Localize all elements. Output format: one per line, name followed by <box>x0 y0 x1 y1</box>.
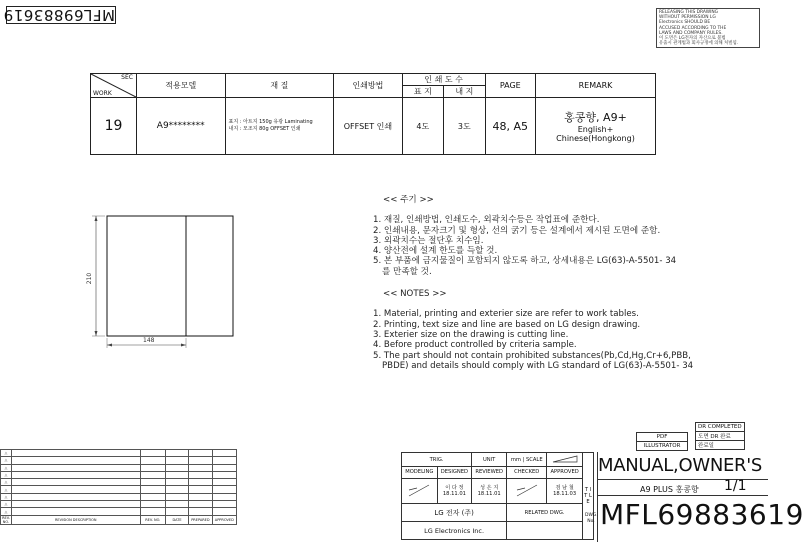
en-note: 3. Exterier size on the drawing is cutting line. <box>373 329 569 340</box>
signature-table <box>401 452 594 540</box>
approver-date: 18.11.03 <box>553 491 577 498</box>
pdf-illustrator-box <box>636 432 688 451</box>
notice-line: Electronics SHOULD BE <box>659 20 711 26</box>
rev-triangle-icon: △ <box>1 464 12 471</box>
header-model: 적용모델 <box>136 74 225 98</box>
en-note: PBDE) and details should comply with LG standard of LG(63)-A-5501- 34 <box>382 360 694 371</box>
done-date-label: 완료일 <box>696 441 745 450</box>
remark-value <box>535 98 655 155</box>
rev-triangle-icon: △ <box>1 457 12 464</box>
unit-scale-cell: mm | SCALE <box>507 453 547 467</box>
kr-note: 5. 본 부품에 금지물질이 포함되지 않도록 하고, 상세내용은 LG(63)-A-5501- 34 <box>373 256 677 267</box>
header-inner: 내 지 <box>444 86 485 98</box>
rev-approved-header: APPROVED <box>212 515 236 524</box>
header-page: PAGE <box>485 74 535 98</box>
reviewer-signature <box>472 478 507 504</box>
rev-triangle-icon: △ <box>1 493 12 500</box>
rev-date-header: DATE <box>166 515 189 524</box>
rev-triangle-icon: △ <box>1 486 12 493</box>
checked-label: CHECKED <box>507 467 547 479</box>
drawing-title: MANUAL,OWNER'S <box>598 455 763 476</box>
related-dwg-label: RELATED DWG. <box>507 504 583 522</box>
kr-note: 1. 재질, 인쇄방법, 인쇄도수, 외곽치수등은 작업표에 준한다. <box>373 215 600 226</box>
height-dim-label: 210 <box>86 272 94 285</box>
sec-work-header <box>91 74 137 98</box>
en-note: 2. Printing, text size and line are based on LG design drawing. <box>373 319 641 330</box>
sheet-page: 1/1 <box>724 478 747 494</box>
designer-name: 이 다 정 <box>445 485 464 492</box>
illustrator-label: ILLUSTRATOR <box>637 442 688 451</box>
modeling-signature <box>402 478 438 504</box>
company-name-kr: LG 전자 (주) <box>402 504 507 522</box>
revision-table <box>0 449 237 525</box>
dr-done-label: 도면 DR 완료 <box>696 432 745 441</box>
approved-label: APPROVED <box>547 467 583 479</box>
en-notes-heading: << NOTES >> <box>383 289 447 300</box>
company-name-en: LG Electronics Inc. <box>402 522 507 540</box>
work-number: 19 <box>91 98 137 155</box>
rev-triangle-icon: △ <box>1 508 12 515</box>
notice-line: LAWS AND COMPANY RULES. <box>659 30 723 36</box>
print-method-value: OFFSET 인쇄 <box>334 98 402 155</box>
sec-label: SEC <box>121 74 133 81</box>
unit-label: UNIT <box>472 453 507 467</box>
notice-line: RELEASING THIS DRAWING <box>659 10 719 15</box>
remark-main: 홍콩향, A9+ <box>564 111 627 124</box>
unit-value: mm <box>510 456 521 463</box>
part-number: MFL69883619 <box>600 498 804 531</box>
release-notice <box>656 8 760 48</box>
booklet-outline <box>107 216 233 336</box>
rev-triangle-icon: △ <box>1 471 12 478</box>
notice-line: 유출시 관계법과 회사규정에 의해 처벌됨. <box>659 41 739 47</box>
header-print-method: 인쇄방법 <box>334 74 402 98</box>
modeling-label: MODELING <box>402 467 438 479</box>
work-label: WORK <box>93 90 112 97</box>
drawing-model: A9 PLUS 홍콩향 <box>640 485 699 494</box>
cover-colors-value: 4도 <box>402 98 443 155</box>
rev-no-header: REV. NO. <box>2 515 10 524</box>
width-dim-label: 148 <box>143 337 155 344</box>
trig-label: TRIG. <box>402 453 472 467</box>
header-remark: REMARK <box>535 74 655 98</box>
booklet-dimension-drawing <box>78 212 278 352</box>
remark-lang: Chinese(Hongkong) <box>556 134 635 143</box>
kr-note: 2. 인쇄내용, 문자크기 및 형상, 선의 굵기 등은 설계에서 제시된 도면에 준함. <box>373 225 661 236</box>
designed-label: DESIGNED <box>437 467 472 479</box>
header-print-colors: 인 쇄 도 수 <box>402 74 485 86</box>
model-value: A9******** <box>136 98 225 155</box>
title-vertical-label: T I T L E <box>583 453 594 540</box>
inner-colors-value: 3도 <box>444 98 485 155</box>
approver-signature <box>547 478 583 504</box>
dr-completed-label: DR COMPLETED <box>696 423 745 432</box>
designer-signature <box>437 478 472 504</box>
page-value: 48, A5 <box>485 98 535 155</box>
designer-date: 18.11.01 <box>442 491 466 498</box>
kr-note: 4. 양산전에 설계 한도를 득할 것. <box>373 246 498 257</box>
remark-lang: English+ <box>577 125 614 134</box>
reviewer-date: 18.11.01 <box>477 491 501 498</box>
notice-line: 이 도면은 LG전자의 자산으로 불법 <box>659 36 726 42</box>
dr-completed-box <box>695 422 745 450</box>
dwg-no-label: DWG. No. <box>585 513 598 524</box>
work-table <box>90 73 656 155</box>
rev-ecn-header: REV. NO. <box>140 515 165 524</box>
scale-symbol-icon <box>547 453 583 467</box>
en-note: 4. Before product controlled by criteria sample. <box>373 340 577 351</box>
kr-note: 3. 외곽치수는 절단후 치수임. <box>373 235 484 246</box>
rev-triangle-icon: △ <box>1 450 12 457</box>
rev-triangle-icon: △ <box>1 479 12 486</box>
rev-description-header: REVISION DESCRIPTION <box>11 515 140 524</box>
reviewed-label: REVIEWED <box>472 467 507 479</box>
kr-note: 를 만족할 것. <box>382 266 432 277</box>
header-material: 재 질 <box>225 74 334 98</box>
material-cover: 표지 : 아트지 150g 유광 Laminating <box>228 119 313 125</box>
pdf-label: PDF <box>637 433 688 442</box>
reviewer-name: 성 은 지 <box>480 485 499 492</box>
en-note: 5. The part should not contain prohibited substances(Pb,Cd,Hg,Cr+6,PBB, <box>373 350 691 361</box>
header-cover: 표 지 <box>402 86 443 98</box>
notice-line: ACCUSED ACCORDING TO THE <box>659 25 727 31</box>
material-value <box>225 98 334 155</box>
notes-section <box>373 195 733 371</box>
rev-triangle-icon: △ <box>1 501 12 508</box>
en-note: 1. Material, printing and exterier size are refer to work tables. <box>373 309 639 320</box>
checker-signature <box>507 478 547 504</box>
flipped-part-number: MFL69883619 <box>3 6 115 24</box>
approver-name: 검 남 철 <box>555 485 574 492</box>
rev-prepared-header: PREPARED <box>189 515 213 524</box>
material-inner: 내지 : 모조지 80g OFFSET 인쇄 <box>228 126 301 132</box>
scale-label: SCALE <box>525 456 543 463</box>
notice-line: WITHOUT PERMISSION LG <box>659 15 716 21</box>
kr-notes-heading: << 주기 >> <box>383 195 434 205</box>
